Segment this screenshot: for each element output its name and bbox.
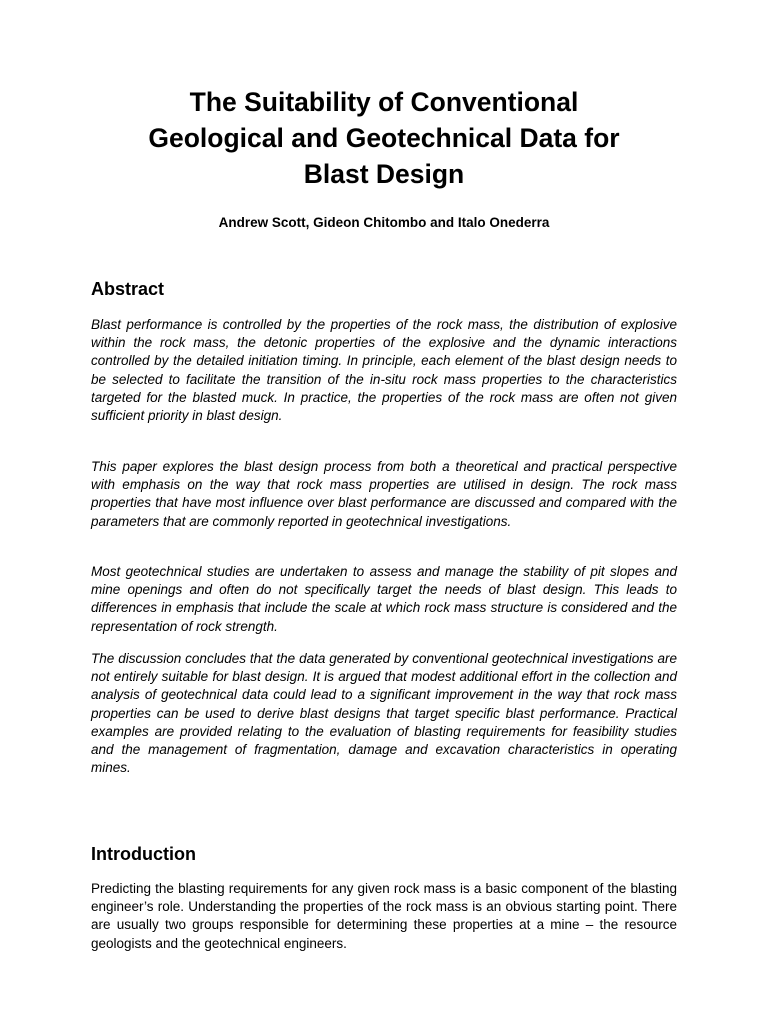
- abstract-paragraph: Blast performance is controlled by the properties of the rock mass, the distribution of explosive within the rock mass, the detonic properties of the explosive and the dynamic interactions controlled by the detailed initiation timing. In principle, each element of the blast design needs to be selected to facilitate the transition of the in-situ rock mass properties to the characteristics targeted for the blasted muck. In practice, the properties of the rock mass are often not given sufficient priority in blast design.: [91, 317, 677, 424]
- abstract-paragraph: The discussion concludes that the data generated by conventional geotechnical investigations are not entirely suitable for blast design. It is argued that modest additional effort in the collection and analysis of geotechnical data could lead to a significant improvement in the way that rock mass properties can be used to derive blast designs that target specific blast performance. Practical examples are provided relating to the evaluation of blasting requirements for feasibility studies and the management of fragmentation, damage and excavation characteristics in operating mines.: [91, 651, 677, 776]
- paper-title: [91, 84, 677, 192]
- title-line: The Suitability of Conventional: [189, 87, 579, 117]
- abstract-paragraph: Most geotechnical studies are undertaken to assess and manage the stability of pit slopes and mine openings and often do not specifically target the needs of blast design. This leads to differences in emphasis that include the scale at which rock mass structure is considered and the representation of rock strength.: [91, 564, 677, 634]
- introduction-paragraph: Predicting the blasting requirements for any given rock mass is a basic component of the blasting engineer’s role. Understanding the properties of the rock mass is an obvious starting point. There are usually two groups responsible for determining these properties at a mine – the resource geologists and the geotechnical engineers.: [91, 881, 677, 951]
- introduction-heading: Introduction: [91, 844, 196, 864]
- abstract-paragraph: This paper explores the blast design process from both a theoretical and practical perspective with emphasis on the way that rock mass properties are utilised in design. The rock mass properties that have most influence over blast performance are discussed and compared with the parameters that are commonly reported in geotechnical investigations.: [91, 459, 677, 529]
- title-line: Geological and Geotechnical Data for: [148, 123, 620, 153]
- title-line: Blast Design: [303, 159, 465, 189]
- abstract-heading: Abstract: [91, 279, 165, 299]
- authors: Andrew Scott, Gideon Chitombo and Italo Onederra: [218, 215, 550, 230]
